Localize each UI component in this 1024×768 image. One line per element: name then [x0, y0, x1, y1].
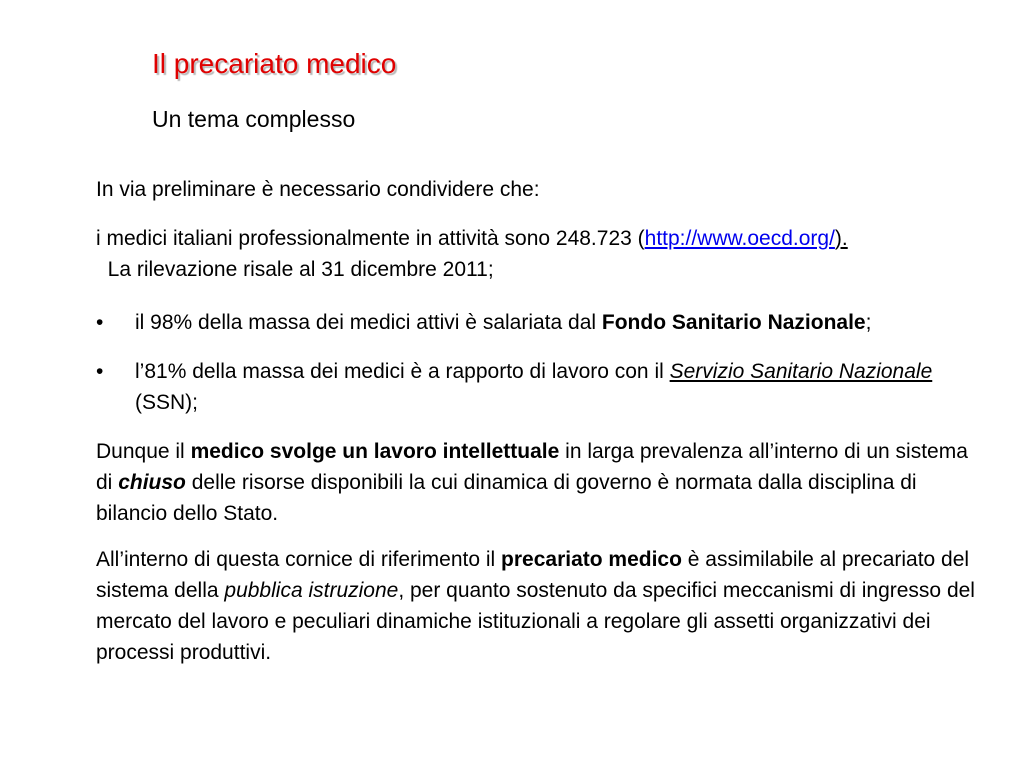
allinterno-part3: , per quanto sostenuto da specifici meccanismi di ingresso del mercato del lavoro e peculiari dinamiche istituzionali a regolare gli assetti organizzativi dei processi produttivi. [96, 579, 975, 664]
bullet-item-fondo [96, 307, 986, 338]
dunque-paragraph [96, 436, 986, 529]
bullet-text: il 98% della massa dei medici attivi è salariata dal [135, 311, 602, 334]
bullet-end: (SSN); [135, 391, 198, 414]
slide-subtitle: Un tema complesso [152, 106, 356, 132]
bullet-italic-underlined: Servizio Sanitario Nazionale [669, 360, 933, 383]
dunque-part1: Dunque il [96, 440, 191, 463]
bullet-end: ; [865, 311, 872, 334]
oecd-link[interactable]: http://www.oecd.org/ [644, 227, 835, 250]
intro-paragraph: In via preliminare è necessario condividere che: [96, 178, 540, 201]
bullet-bold: Fondo Sanitario Nazionale [601, 311, 866, 334]
medici-link-close: ). [834, 227, 848, 250]
allinterno-bold: precariato medico [501, 548, 682, 571]
medici-text: i medici italiani professionalmente in attività sono 248.723 ( [96, 227, 645, 250]
allinterno-italic: pubblica istruzione [224, 579, 399, 602]
dunque-part2: in larga prevalenza all’interno di un sistema di [96, 440, 968, 494]
medici-rest: La rilevazione risale al 31 dicembre 2011; [96, 258, 494, 281]
dunque-bold: medico svolge un lavoro intellettuale [190, 440, 560, 463]
allinterno-part2: è assimilabile al precariato del sistema della [96, 548, 970, 602]
bullet-icon: • [96, 360, 104, 383]
dunque-part3: delle risorse disponibili la cui dinamica di governo è normata dalla disciplina di bilancio dello Stato. [96, 471, 917, 525]
slide-title: Il precariato medico [152, 48, 397, 79]
slide-body [96, 174, 986, 668]
medici-paragraph [96, 223, 986, 285]
allinterno-part1: All’interno di questa cornice di riferimento il [96, 548, 502, 571]
bullet-text: l’81% della massa dei medici è a rapporto di lavoro con il [135, 360, 670, 383]
allinterno-paragraph [96, 544, 986, 668]
dunque-bold-italic: chiuso [118, 471, 186, 494]
bullet-icon: • [96, 311, 104, 334]
bullet-item-servizio [96, 356, 986, 418]
